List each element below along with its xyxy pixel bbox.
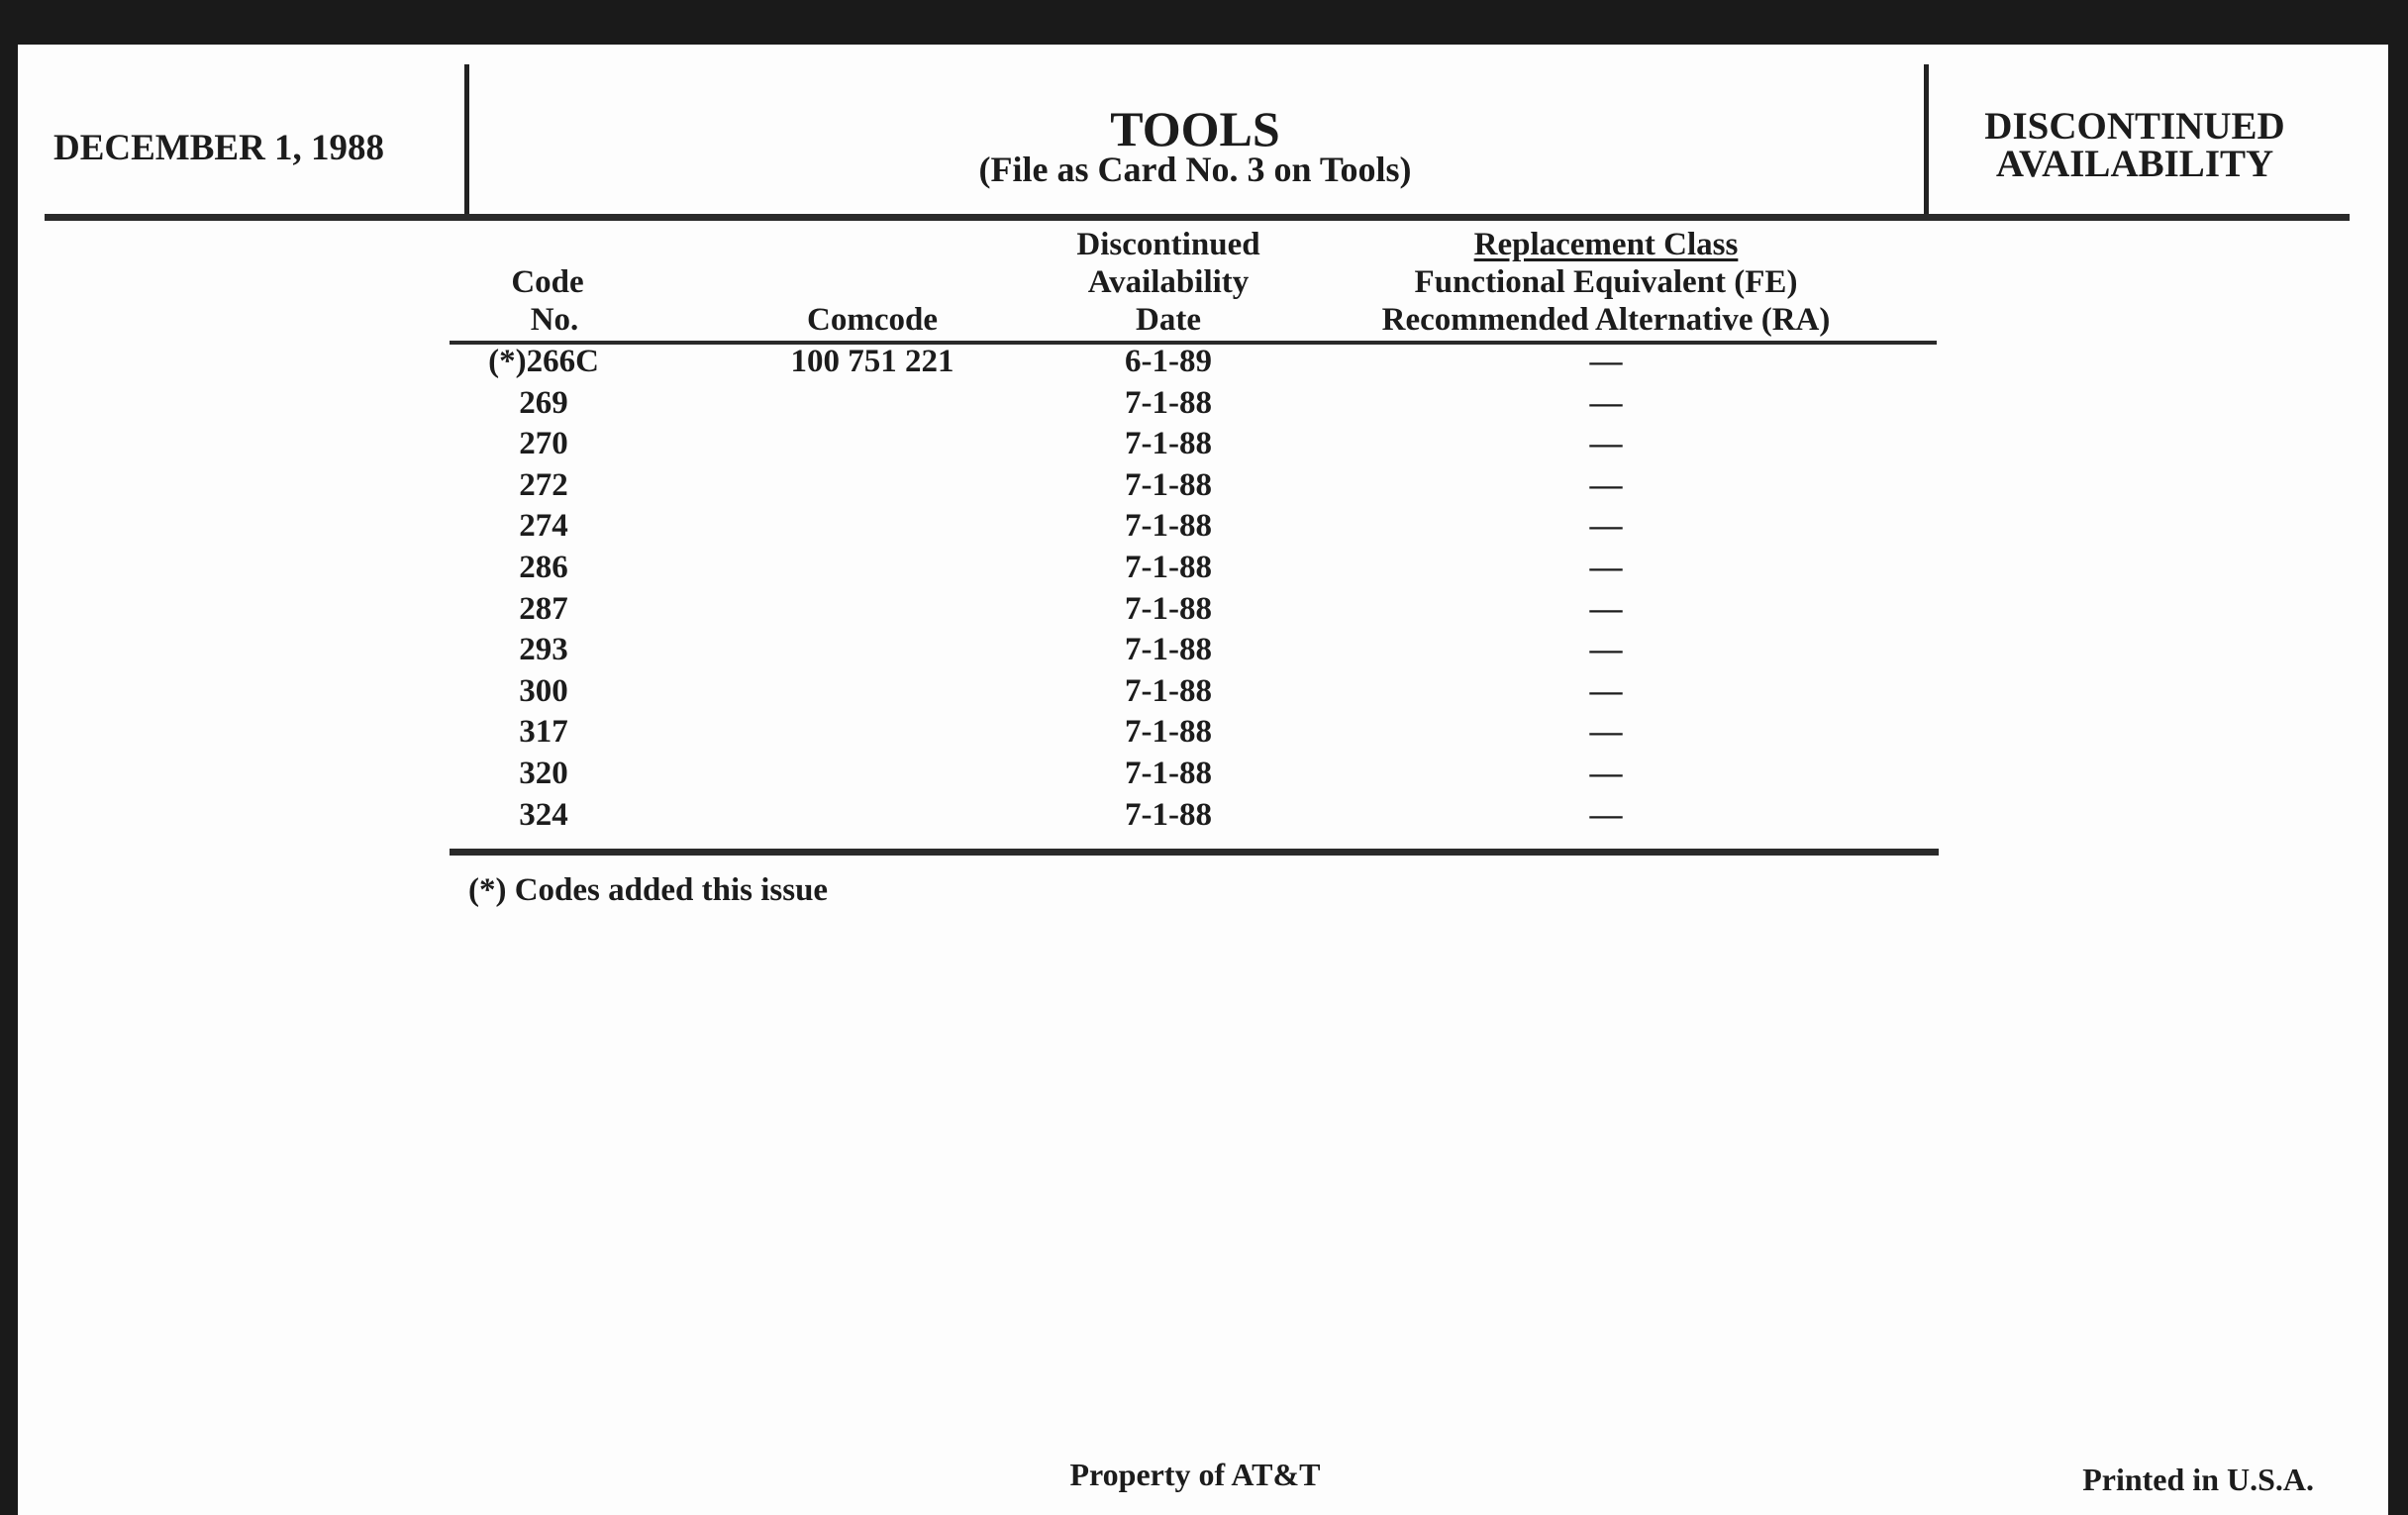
col-comcode: Comcode [807, 302, 938, 338]
cell-replacement: — [1589, 590, 1623, 627]
cell-replacement: — [1589, 672, 1623, 709]
cell-replacement: — [1589, 508, 1623, 545]
cell-replacement: — [1589, 384, 1623, 421]
cell-code: 300 [519, 672, 568, 709]
col-replacement-line2: Functional Equivalent (FE) [1414, 264, 1798, 300]
cell-code: 317 [519, 714, 568, 751]
col-replacement-line3: Recommended Alternative (RA) [1381, 302, 1831, 338]
cell-code: 274 [519, 508, 568, 545]
cell-replacement: — [1589, 756, 1623, 791]
cell-code: 270 [519, 426, 568, 462]
section-title-line2: AVAILABILITY [1995, 143, 2274, 185]
cell-replacement: — [1589, 796, 1623, 833]
cell-date: 7-1-88 [1125, 466, 1212, 503]
cell-date: 7-1-88 [1125, 384, 1212, 421]
page-subtitle: (File as Card No. 3 on Tools) [978, 150, 1412, 189]
cell-replacement: — [1589, 466, 1623, 503]
cell-replacement: — [1589, 550, 1623, 585]
footer-printed: Printed in U.S.A. [2082, 1462, 2314, 1497]
footer-property: Property of AT&T [1069, 1457, 1321, 1492]
cell-replacement: — [1589, 632, 1623, 668]
section-title-line1: DISCONTINUED [1984, 105, 2285, 148]
cell-date: 7-1-88 [1125, 756, 1212, 791]
cell-date: 7-1-88 [1125, 426, 1212, 462]
col-date-line2: Availability [1087, 264, 1250, 300]
cell-date: 7-1-88 [1125, 590, 1212, 627]
cell-code: 293 [519, 632, 568, 668]
cell-code: 286 [519, 550, 568, 585]
cell-code: 324 [519, 796, 568, 833]
issue-date: DECEMBER 1, 1988 [53, 128, 385, 168]
cell-replacement: — [1589, 344, 1623, 379]
table-bottom-rule [450, 849, 1939, 856]
cell-date: 7-1-88 [1125, 714, 1212, 751]
cell-code: 320 [519, 756, 568, 791]
cell-date: 6-1-89 [1125, 344, 1212, 379]
cell-date: 7-1-88 [1125, 796, 1212, 833]
cell-code: 269 [519, 384, 568, 421]
cell-code: 287 [519, 590, 568, 627]
cell-date: 7-1-88 [1125, 508, 1212, 545]
col-date-line1: Discontinued [1076, 227, 1260, 262]
header-divider-right [1924, 64, 1929, 215]
cell-code: (*)266C [488, 344, 599, 379]
col-date-line3: Date [1136, 302, 1201, 338]
col-code-line2: No. [530, 302, 579, 338]
col-replacement-line1: Replacement Class [1473, 227, 1739, 262]
footnote: (*) Codes added this issue [468, 872, 829, 908]
col-code-line1: Code [511, 264, 584, 300]
cell-date: 7-1-88 [1125, 632, 1212, 668]
cell-replacement: — [1589, 426, 1623, 462]
cell-code: 272 [519, 466, 568, 503]
page-title: TOOLS [1110, 101, 1280, 156]
header-rule [45, 214, 2350, 221]
header-divider-left [464, 64, 469, 215]
cell-replacement: — [1589, 714, 1623, 751]
cell-date: 7-1-88 [1125, 672, 1212, 709]
cell-comcode: 100 751 221 [790, 344, 954, 379]
cell-date: 7-1-88 [1125, 550, 1212, 585]
